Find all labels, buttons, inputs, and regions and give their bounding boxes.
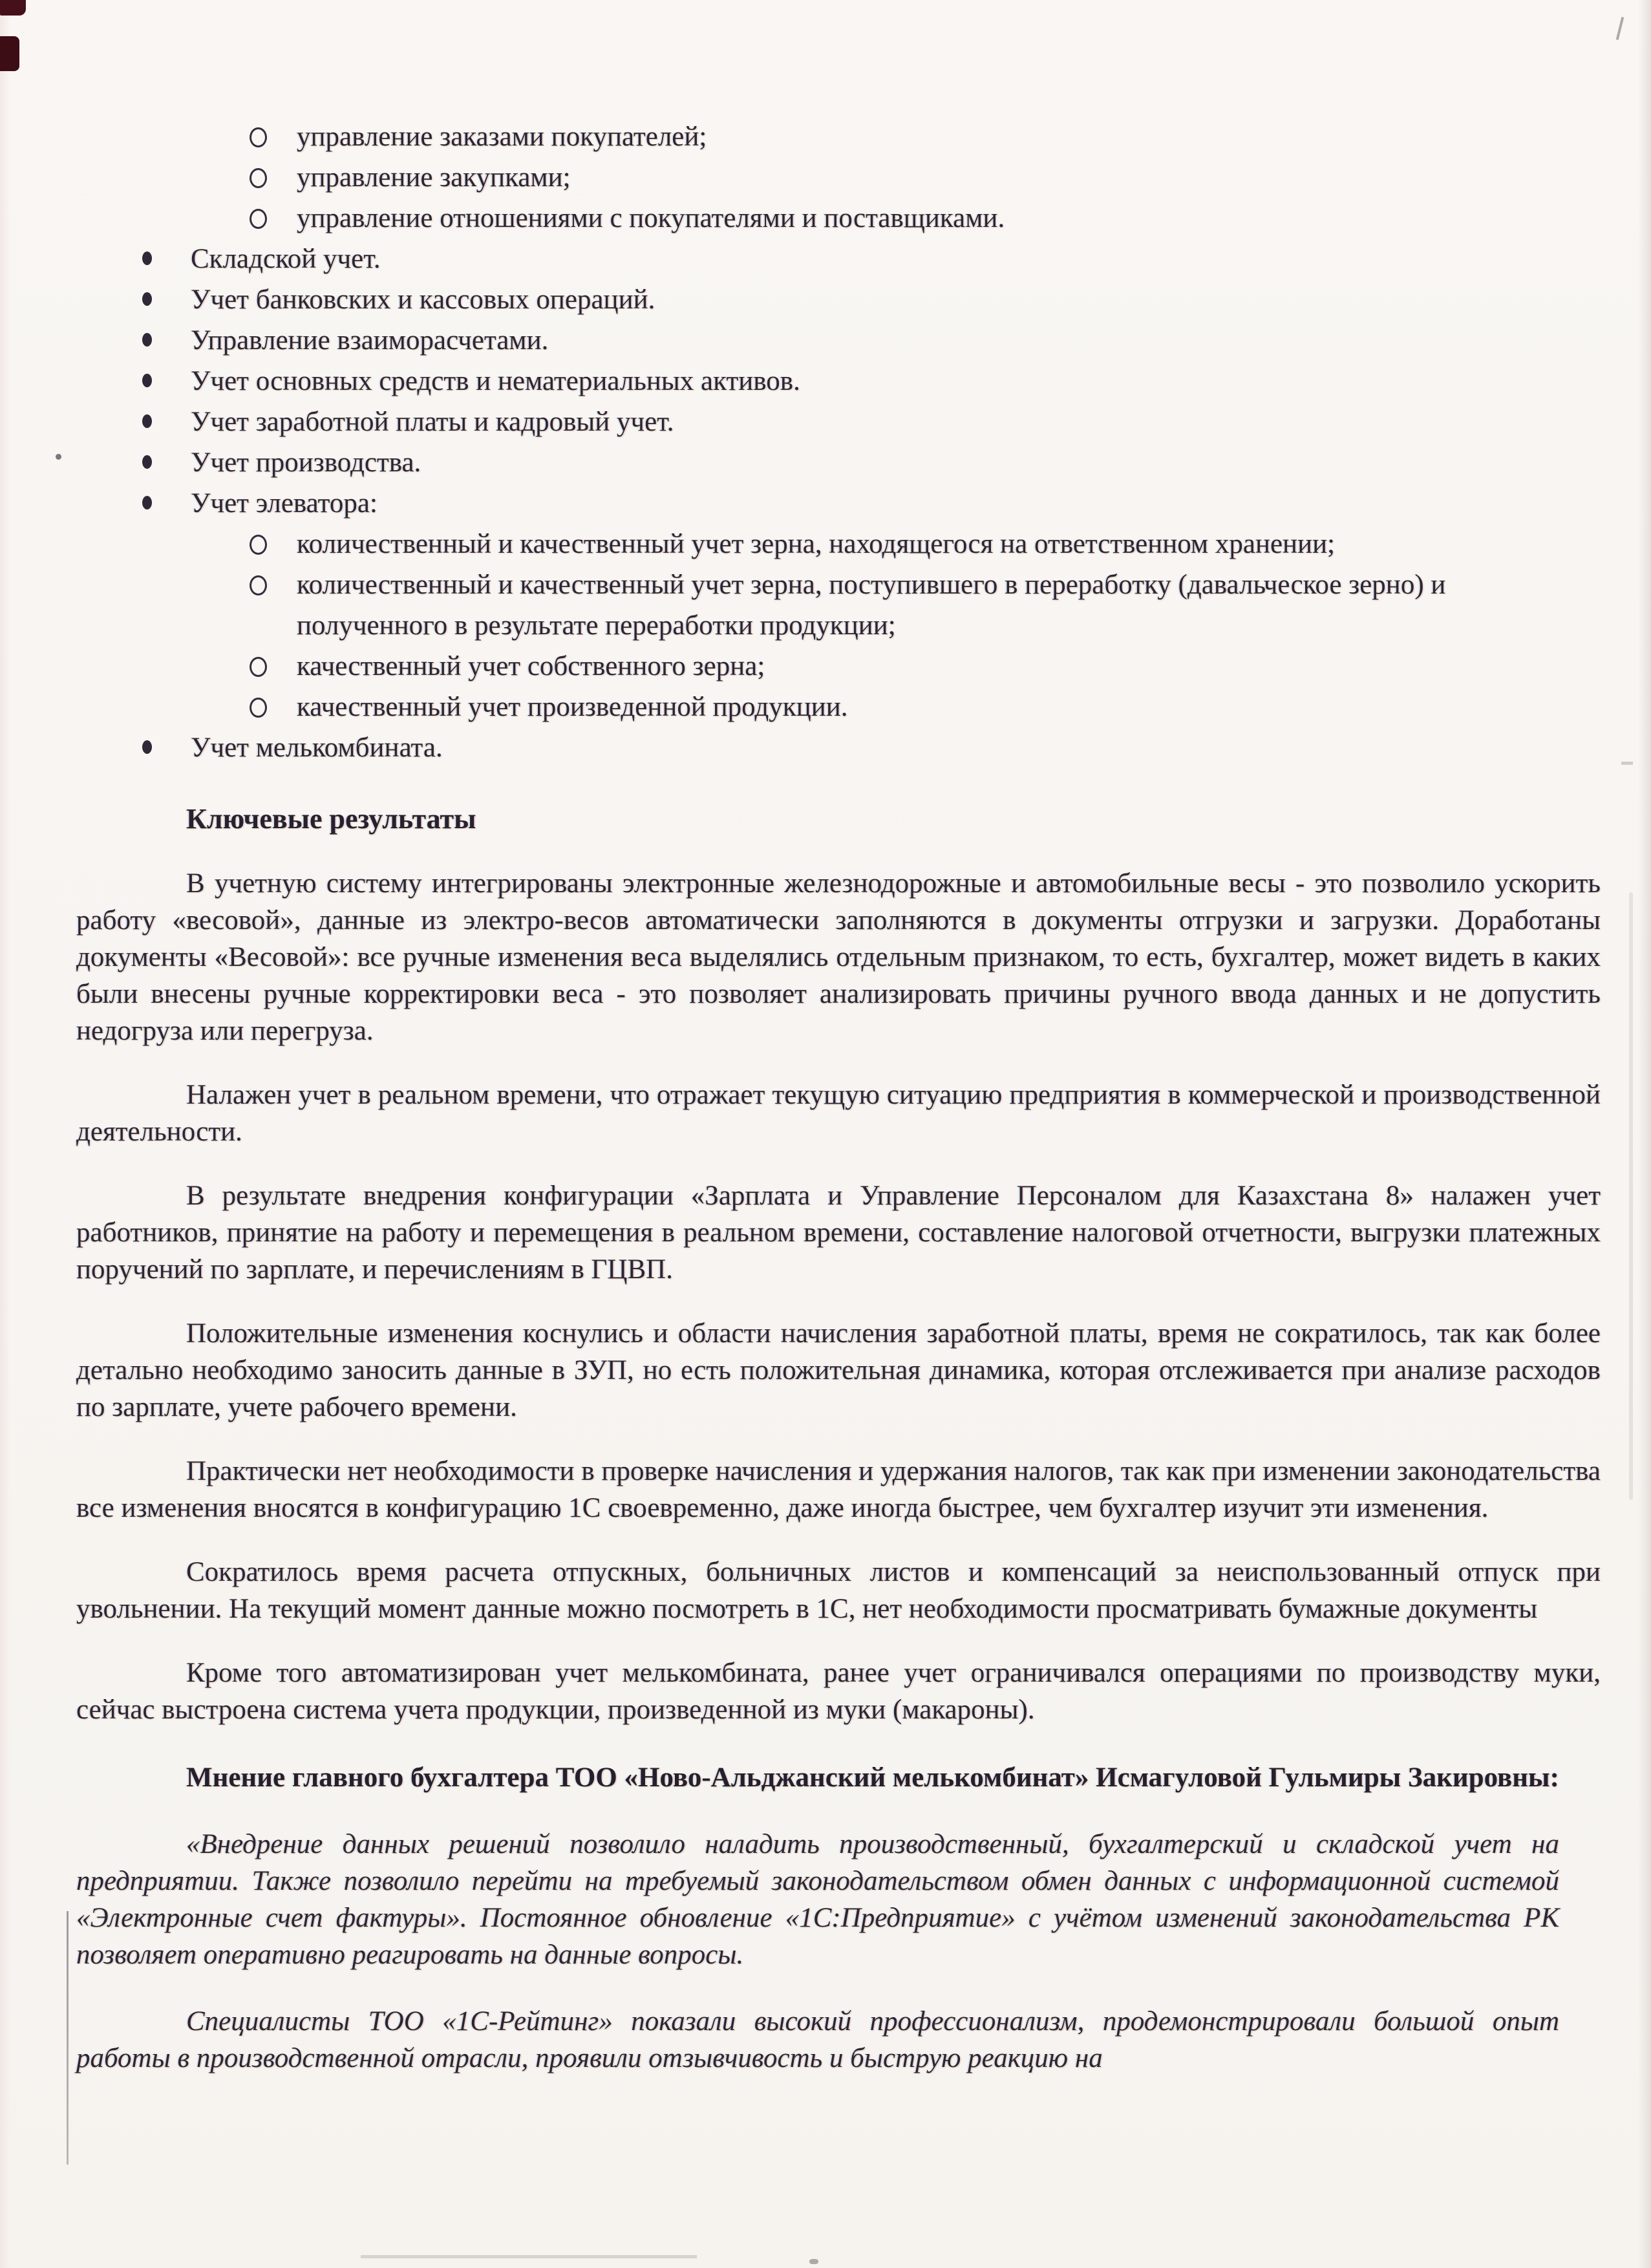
body-paragraph: Налажен учет в реальном времени, что отражает текущую ситуацию предприятия в коммерческой и производственной деятельности.	[76, 1080, 1601, 1147]
list-item-label: качественный учет произведенной продукции.	[297, 692, 848, 722]
list-item	[76, 524, 1601, 564]
body-paragraph: Практически нет необходимости в проверке начисления и удержания налогов, так как при изменении законодательства все изменения вносятся в конфигурацию 1С своевременно, даже иногда быстрее, чем бухгалтер изучит эти изменения.	[76, 1456, 1601, 1523]
circle-bullet-icon	[250, 657, 267, 677]
scan-artifact-dot	[56, 454, 61, 460]
list-item	[76, 116, 1601, 157]
scan-artifact-bottom-dash	[361, 2255, 697, 2258]
body-paragraph: В учетную систему интегрированы электронные железнодорожные и автомобильные весы - это позволило ускорить работу «весовой», данные из электро-весов автоматически заполняются в документы отгрузки и загрузки. Доработаны документы «Весовой»: все ручные изменения веса выделялись отдельным признаком, то есть, бухгалтер, может видеть в каких были внесены ручные корректировки веса - это позволяет анализировать причины ручного ввода данных и не допустить недогруза или перегруза.	[76, 868, 1601, 1046]
closing-bullet-list	[76, 727, 1601, 768]
body-paragraph: Сократилось время расчета отпускных, больничных листов и компенсаций за неиспользованный отпуск при увольнении. На текущий момент данные можно посмотреть в 1С, нет необходимости просматривать бумажные документы	[76, 1557, 1601, 1624]
list-item	[76, 361, 1601, 401]
list-item	[76, 198, 1601, 239]
list-item	[76, 157, 1601, 198]
key-results-heading: Ключевые результаты	[186, 803, 476, 835]
list-item	[76, 483, 1601, 524]
list-item	[76, 442, 1601, 483]
list-item-label: качественный учет собственного зерна;	[297, 651, 765, 681]
list-item-label: управление отношениями с покупателями и поставщиками.	[297, 203, 1005, 233]
scan-artifact-corner-blob	[0, 0, 26, 16]
opinion-heading: Мнение главного бухгалтера ТОО «Ново-Альджанский мелькомбинат» Исмагуловой Гульмиры Закировны:	[186, 1762, 1559, 1793]
quote-paragraph: Специалисты ТОО «1С-Рейтинг» показали высокий профессионализм, продемонстрировали большой опыт работы в производственной отрасли, проявили отзывчивость и быструю реакцию на	[76, 2006, 1559, 2073]
bullet-icon	[142, 414, 152, 428]
list-item-label: Учет производства.	[191, 447, 421, 478]
body-paragraph: Положительные изменения коснулись и области начисления заработной платы, время не сократилось, так как более детально необходимо заносить данные в ЗУП, но есть положительная динамика, которая отслеживается при анализе расходов по зарплате, учете рабочего времени.	[76, 1318, 1601, 1422]
opinion-quotes	[76, 1826, 1601, 2077]
circle-bullet-icon	[250, 575, 267, 595]
quote-paragraph: «Внедрение данных решений позволило наладить производственный, бухгалтерский и складской учет на предприятии. Также позволило перейти на требуемый законодательством обмен данных с информационной системой «Электронные счет фактуры». Постоянное обновление «1С:Предприятие» с учётом изменений законодательства РК позволяет оперативно реагировать на данные вопросы.	[76, 1829, 1559, 1970]
list-item-label: Учет мелькомбината.	[191, 733, 443, 763]
list-item	[76, 401, 1601, 442]
key-results-paragraphs	[76, 865, 1601, 1728]
list-item	[76, 727, 1601, 768]
circle-bullet-icon	[250, 535, 267, 555]
circle-bullet-icon	[250, 168, 267, 188]
list-item-label: Складской учет.	[191, 244, 381, 274]
circle-bullet-icon	[250, 209, 267, 229]
list-item-label: Учет основных средств и нематериальных активов.	[191, 366, 800, 396]
list-item-label: управление закупками;	[297, 162, 571, 193]
bullet-icon	[142, 496, 152, 509]
list-item-label: Управление взаиморасчетами.	[191, 325, 549, 356]
scan-artifact-right-strip	[1629, 892, 1633, 1500]
bullet-icon	[142, 740, 152, 754]
list-item-label: Учет элеватора:	[191, 488, 378, 519]
top-sublist	[76, 116, 1601, 239]
list-item	[76, 564, 1601, 646]
list-item-label: количественный и качественный учет зерна, находящегося на ответственном хранении;	[297, 529, 1336, 559]
list-item	[76, 687, 1601, 727]
bullet-icon	[142, 455, 152, 469]
list-item	[76, 320, 1601, 361]
bullet-icon	[142, 333, 152, 347]
list-item	[76, 646, 1601, 687]
elevator-sublist	[76, 524, 1601, 727]
list-item	[76, 279, 1601, 320]
scan-artifact-left-line	[67, 1911, 69, 2165]
list-item-label: количественный и качественный учет зерна, поступившего в переработку (давальческое зерно) и полученного в результате переработки продукции;	[297, 570, 1446, 641]
circle-bullet-icon	[250, 698, 267, 718]
circle-bullet-icon	[250, 127, 267, 147]
list-item-label: управление заказами покупателей;	[297, 122, 707, 152]
bullet-icon	[142, 374, 152, 387]
main-bullet-list	[76, 239, 1601, 524]
list-item-label: Учет заработной платы и кадровый учет.	[191, 407, 674, 437]
body-paragraph: Кроме того автоматизирован учет мелькомбината, ранее учет ограничивался операциями по производству муки, сейчас выстроена система учета продукции, произведенной из муки (макароны).	[76, 1658, 1601, 1725]
scan-artifact-smudge	[1621, 762, 1633, 765]
list-item	[76, 239, 1601, 279]
scan-artifact-bottom-dot	[809, 2259, 818, 2264]
list-item-label: Учет банковских и кассовых операций.	[191, 284, 655, 315]
bullet-icon	[142, 251, 152, 265]
bullet-icon	[142, 292, 152, 306]
body-paragraph: В результате внедрения конфигурации «Зарплата и Управление Персоналом для Казахстана 8» налажен учет работников, принятие на работу и перемещения в реальном времени, составление налоговой отчетности, выгрузки платежных поручений по зарплате, и перечислениям в ГЦВП.	[76, 1181, 1601, 1285]
scan-artifact-corner-blob	[0, 36, 19, 71]
